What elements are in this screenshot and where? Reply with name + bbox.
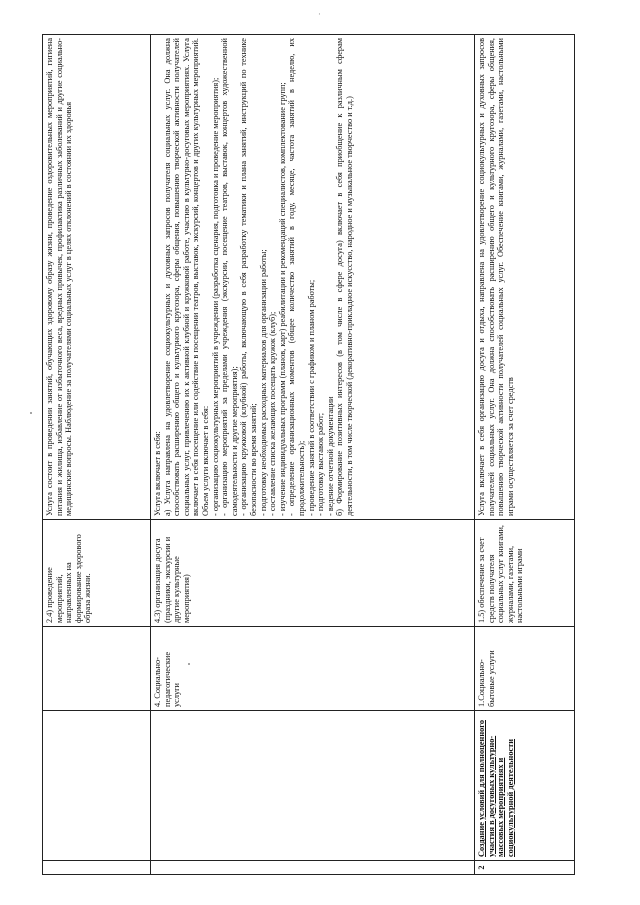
description-paragraph: б) Формирование позитивных интересов (в том числе в сфере досуга) включает в себя приобщение к различным сферам деятельности, в том числе творческой (декоративно-прикладное искусство, народное и музыкальное творчество и т.д.) xyxy=(335,38,354,516)
description-cell xyxy=(475,35,575,520)
description-cell xyxy=(43,35,151,520)
scan-dot-left xyxy=(30,412,32,414)
description-paragraph: Услуга включает в себя: xyxy=(153,431,162,516)
description-paragraph: - организацию кружковой (клубной) работы, включающую в себя разработку тематики и плана занятий, инструкций по технике безопасности во время занятий; xyxy=(239,38,258,516)
table-row-leisure xyxy=(475,35,575,875)
description-paragraph: Услуга состоит в проведении занятий, обучающих здоровому образу жизни, проведение оздоровительных мероприятий, гигиена питания и жилища, избавление от избыточного веса, вредных привычек, профилактика различных заболеваний и другие социально-медицинские вопросы. Наблюдение за получателями социальных услуг в целях отклонений в состоянии их здоровья xyxy=(45,38,74,516)
rotated-page xyxy=(42,35,574,875)
number-cell xyxy=(151,861,475,875)
goal-cell xyxy=(475,711,575,861)
description-paragraph: - подготовку необходимых расходных материалов для организации работы; xyxy=(258,249,268,516)
description-paragraph: - ведение отчетной документации xyxy=(325,396,335,516)
service-cell xyxy=(43,520,151,627)
category-name: 1.Социально-бытовые услуги xyxy=(477,650,496,707)
row-number: 2 xyxy=(477,865,486,870)
number-cell xyxy=(43,861,151,875)
description-paragraph: - изучение индивидуальных программ (планов, карт) реабилитации и рекомендаций специалистов, комплектование групп; xyxy=(277,82,287,516)
category-cell xyxy=(151,627,475,711)
category-cell xyxy=(475,627,575,711)
goal-title: Создание условий для полноценного участия в досуговых культурно-массовых мероприятиях и социокультурной деятельности xyxy=(477,720,515,857)
goal-cell xyxy=(151,711,475,861)
goal-cell xyxy=(43,711,151,861)
services-table xyxy=(42,34,575,875)
service-name: 4.3) организация досуга (праздники, экскурсии и другие культурные мероприятия) xyxy=(153,536,191,623)
service-name: 2.4) проведение мероприятий, направленных на формирование здорового образа жизни. xyxy=(45,534,93,623)
description-paragraph: - проведение занятий в соответствии с графиком и планом работы; xyxy=(306,279,316,516)
description-paragraph: - подготовку выставок работ; xyxy=(316,412,326,516)
service-cell xyxy=(475,520,575,627)
description-cell xyxy=(151,35,475,520)
description-paragraph: а) Услуга направлена на удовлетворение социокультурных и духовных запросов получателя социальных услуг. Она должна способствовать расширению общего и культурного кругозора, сферы общения, повышению творческой активности получателей социальных услуг, привлечению их к активной клубной и кружковой работе, участию в культурно-досуговых мероприятиях. Услуга включает в себя посещение или содействие в посещении театров, выставок, экскурсий, концертов и других культурных мероприятий. Объем услуги включает в себя: xyxy=(162,38,210,516)
scan-mark-top: · xyxy=(318,10,321,20)
category-cell xyxy=(43,627,151,711)
category-name: 4. Социально-педагогические услуги xyxy=(153,651,182,707)
description-paragraph: Услуга включает в себя организацию досуга и отдыха, направлена на удовлетворение социокультурных и духовных запросов получателей социальных услуг. Она должна способствовать расширению общего и культурного кругозора, сферы общения, повышению творческой активности получателей социальных услуг. Обеспечение книгами, журналами, газетами, настольными играми осуществляется за счет средств xyxy=(477,38,515,516)
table-row-health xyxy=(43,35,151,875)
service-name: 1.5) обеспечение за счет средств получателя социальных услуг книгами, журналами, газетами, настольными играми xyxy=(477,525,525,623)
description-paragraph: - определение организационных моментов (общее количество занятий в году, месяце, частота занятий в неделю, их продолжительность); xyxy=(287,38,306,516)
service-cell xyxy=(151,520,475,627)
description-paragraph: - организацию мероприятий за пределами учреждения (экскурсии, посещение театров, выставок, концертов художественной самодеятельности и другие мероприятия); xyxy=(220,38,239,516)
table-row-pedagogic xyxy=(151,35,475,875)
number-cell xyxy=(475,861,575,875)
description-paragraph: - организацию социокультурных мероприятий в учреждении (разработка сценария, подготовка и проведение мероприятия); xyxy=(210,77,220,516)
description-paragraph: - составление списка желающих посещать кружок (клуб); xyxy=(268,311,278,516)
